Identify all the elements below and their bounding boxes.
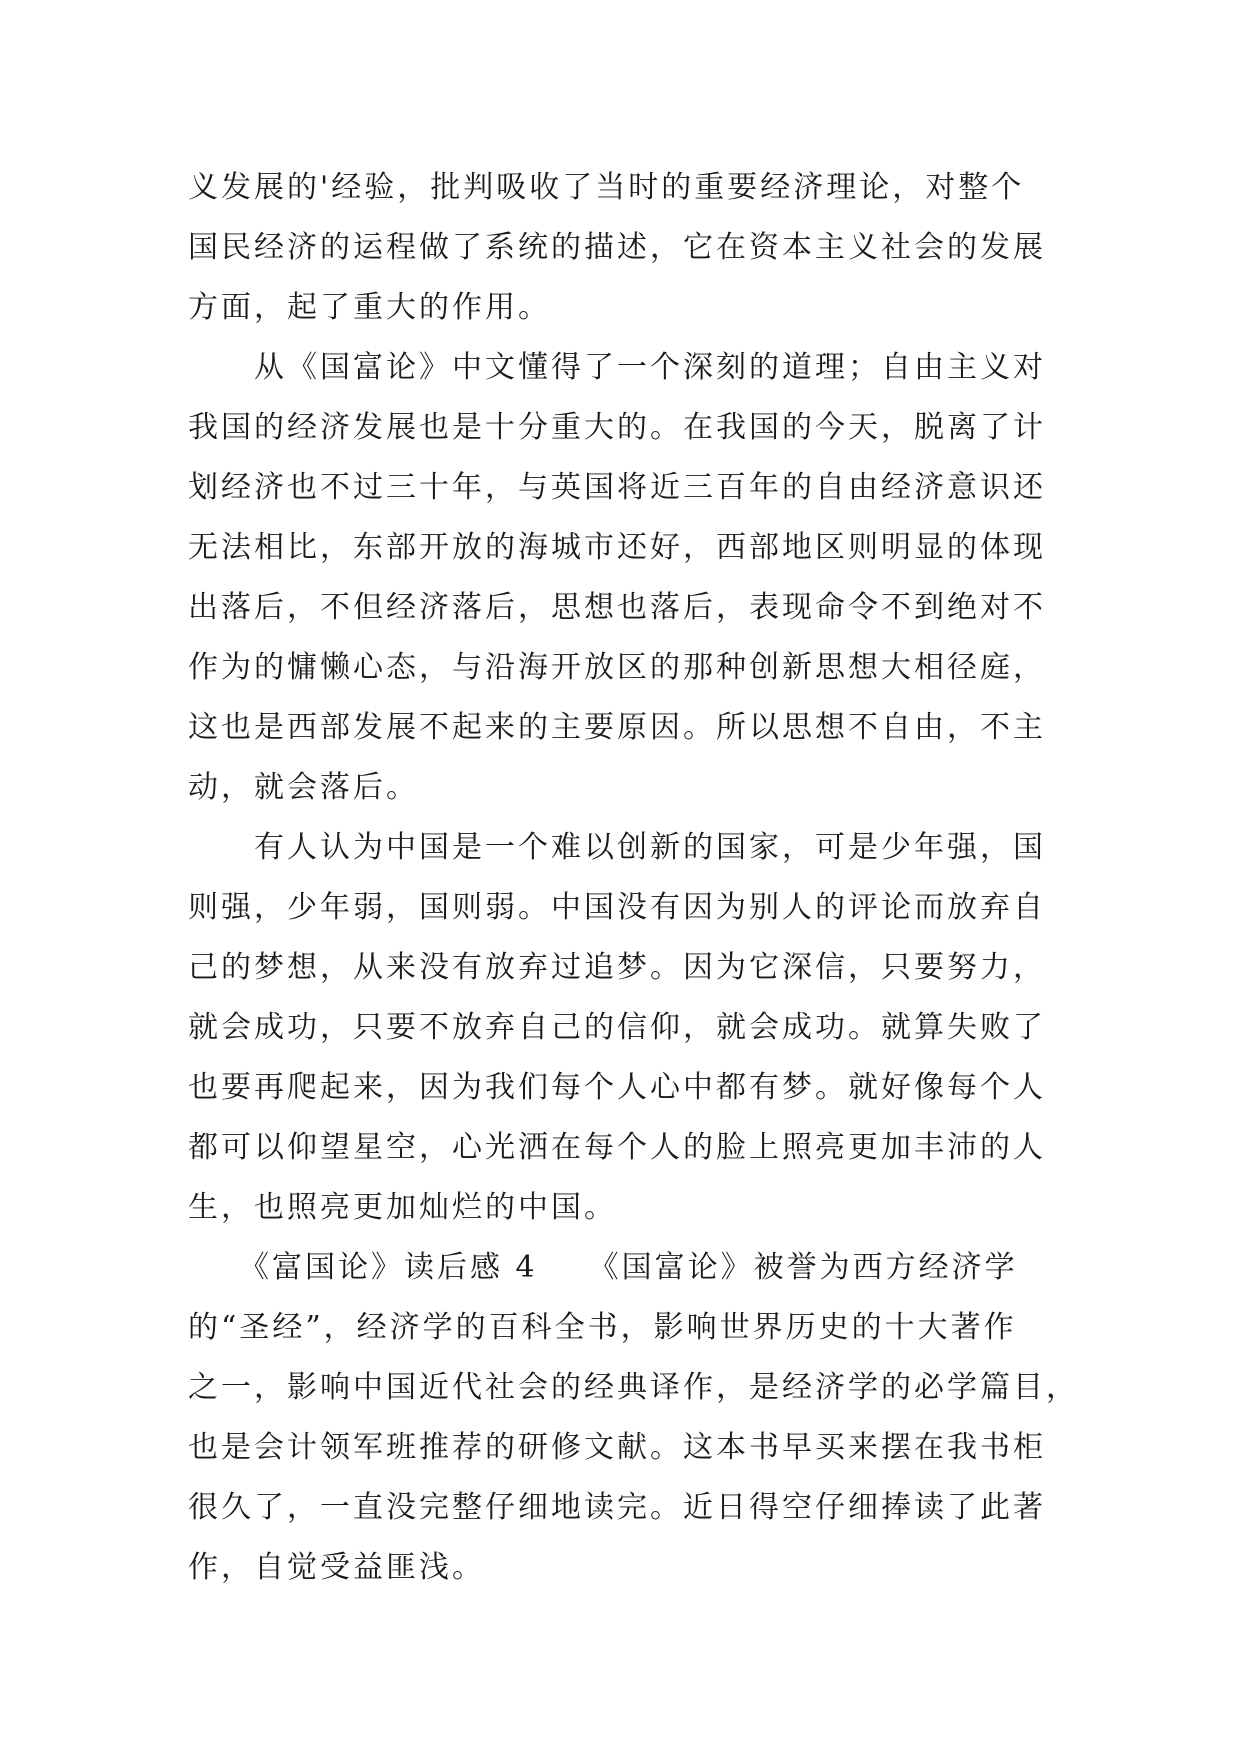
text-line: 从《国富论》中文懂得了一个深刻的道理；自由主义对: [188, 350, 1046, 385]
text-line: 出落后，不但经济落后，思想也落后，表现命令不到绝对不: [188, 590, 1046, 625]
text-line: 则强，少年弱，国则弱。中国没有因为别人的评论而放弃自: [188, 890, 1046, 925]
text-line: 划经济也不过三十年，与英国将近三百年的自由经济意识还: [188, 470, 1046, 505]
text-line: 方面，起了重大的作用。: [188, 290, 551, 325]
text-line: 动，就会落后。: [188, 770, 419, 805]
text-line: 己的梦想，从来没有放弃过追梦。因为它深信，只要努力，: [188, 950, 1046, 985]
text-line: 就会成功，只要不放弃自己的信仰，就会成功。就算失败了: [188, 1010, 1046, 1045]
paragraph: [188, 338, 1054, 818]
text-line: 这也是西部发展不起来的主要原因。所以思想不自由，不主: [188, 710, 1046, 745]
paragraph: [188, 1238, 1079, 1598]
text-line: 作，自觉受益匪浅。: [188, 1550, 485, 1585]
text-line: 作为的慵懒心态，与沿海开放区的那种创新思想大相径庭，: [188, 650, 1046, 685]
text-line: 生，也照亮更加灿烂的中国。: [188, 1190, 617, 1225]
text-line: 很久了，一直没完整仔细地读完。近日得空仔细捧读了此著: [188, 1490, 1046, 1525]
text-line: 也是会计领军班推荐的研修文献。这本书早买来摆在我书柜: [188, 1430, 1046, 1465]
text-line: 义发展的'经验，批判吸收了当时的重要经济理论，对整个: [188, 170, 1025, 205]
text-line: 有人认为中国是一个难以创新的国家，可是少年强，国: [188, 830, 1046, 865]
text-line: 也要再爬起来，因为我们每个人心中都有梦。就好像每个人: [188, 1070, 1046, 1105]
text-line: 无法相比，东部开放的海城市还好，西部地区则明显的体现: [188, 530, 1046, 565]
text-line: 之一，影响中国近代社会的经典译作，是经济学的必学篇目，: [188, 1370, 1079, 1405]
text-line: 都可以仰望星空，心光洒在每个人的脸上照亮更加丰沛的人: [188, 1130, 1046, 1165]
text-line: 国民经济的运程做了系统的描述，它在资本主义社会的发展: [188, 230, 1046, 265]
text-line: 我国的经济发展也是十分重大的。在我国的今天，脱离了计: [188, 410, 1046, 445]
paragraph: [188, 158, 1054, 338]
text-line: 的“圣经”，经济学的百科全书，影响世界历史的十大著作: [188, 1310, 1017, 1345]
body-text: [188, 158, 1079, 1598]
text-line: 《富国论》读后感 4 《国富论》被誉为西方经济学: [188, 1250, 1018, 1285]
paragraph: [188, 818, 1054, 1238]
